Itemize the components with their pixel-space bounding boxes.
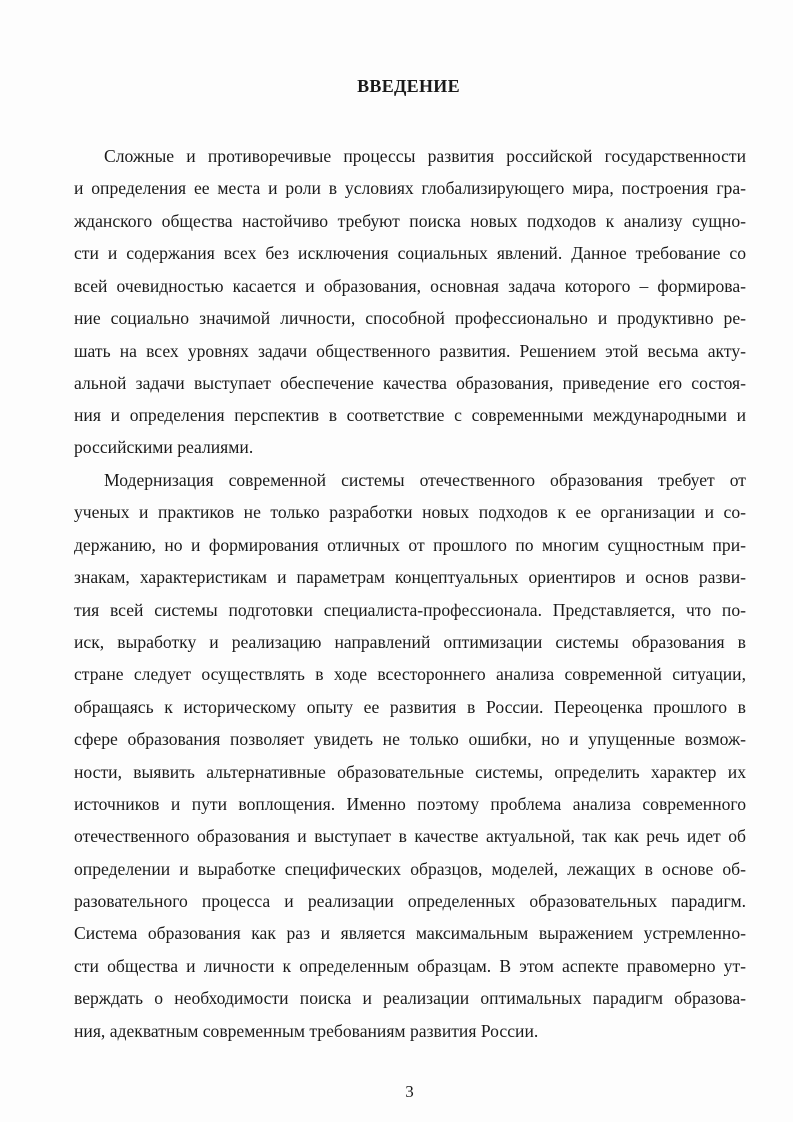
text-line: ности, выявить альтернативные образовательные системы, определить характер их <box>74 762 746 782</box>
text-line: иск, выработку и реализацию направлений оптимизации системы образования в <box>74 632 746 652</box>
text-line: российскими реалиями. <box>74 437 254 457</box>
text-line: Сложные и противоречивые процессы развития российской государственности <box>104 146 746 166</box>
text-line: ния и определения перспектив в соответствие с современными международными и <box>74 405 746 425</box>
text-line: и определения ее места и роли в условиях глобализирующего мира, построения гра- <box>74 178 746 198</box>
text-line: источников и пути воплощения. Именно поэтому проблема анализа современного <box>74 794 746 814</box>
page-title: ВВЕДЕНИЕ <box>357 76 460 96</box>
text-line: верждать о необходимости поиска и реализации оптимальных парадигм образова- <box>74 988 746 1008</box>
text-line: сти общества и личности к определенным образцам. В этом аспекте правомерно ут- <box>74 956 746 976</box>
text-line: сфере образования позволяет увидеть не только ошибки, но и упущенные возмож- <box>74 729 746 749</box>
text-line: Система образования как раз и является максимальным выражением устремленно- <box>74 923 746 943</box>
text-line: сти и содержания всех без исключения социальных явлений. Данное требование со <box>74 243 746 263</box>
text-line: ния, адекватным современным требованиям развития России. <box>74 1021 539 1041</box>
page-number: 3 <box>405 1082 414 1101</box>
text-line: ученых и практиков не только разработки новых подходов к ее организации и со- <box>74 502 746 522</box>
text-line: отечественного образования и выступает в качестве актуальной, так как речь идет об <box>74 826 746 846</box>
text-line: ние социально значимой личности, способной профессионально и продуктивно ре- <box>74 308 746 328</box>
text-line: держанию, но и формирования отличных от прошлого по многим сущностным при- <box>74 535 746 555</box>
text-line: тия всей системы подготовки специалиста-профессионала. Представляется, что по- <box>74 600 746 620</box>
text-line: всей очевидностью касается и образования, основная задача которого – формирова- <box>74 276 746 296</box>
text-line: разовательного процесса и реализации определенных образовательных парадигм. <box>74 891 746 911</box>
text-line: шать на всех уровнях задачи общественного развития. Решением этой весьма акту- <box>74 341 746 361</box>
text-line: жданского общества настойчиво требуют поиска новых подходов к анализу сущно- <box>74 211 746 231</box>
text-line: обращаясь к историческому опыту ее развития в России. Переоценка прошлого в <box>74 697 746 717</box>
text-line: Модернизация современной системы отечественного образования требует от <box>104 470 746 490</box>
text-line: знакам, характеристикам и параметрам концептуальных ориентиров и основ разви- <box>74 567 746 587</box>
text-line: альной задачи выступает обеспечение качества образования, приведение его состоя- <box>74 373 746 393</box>
text-line: определении и выработке специфических образцов, моделей, лежащих в основе об- <box>74 859 746 879</box>
text-line: стране следует осуществлять в ходе всестороннего анализа современной ситуации, <box>74 664 746 684</box>
